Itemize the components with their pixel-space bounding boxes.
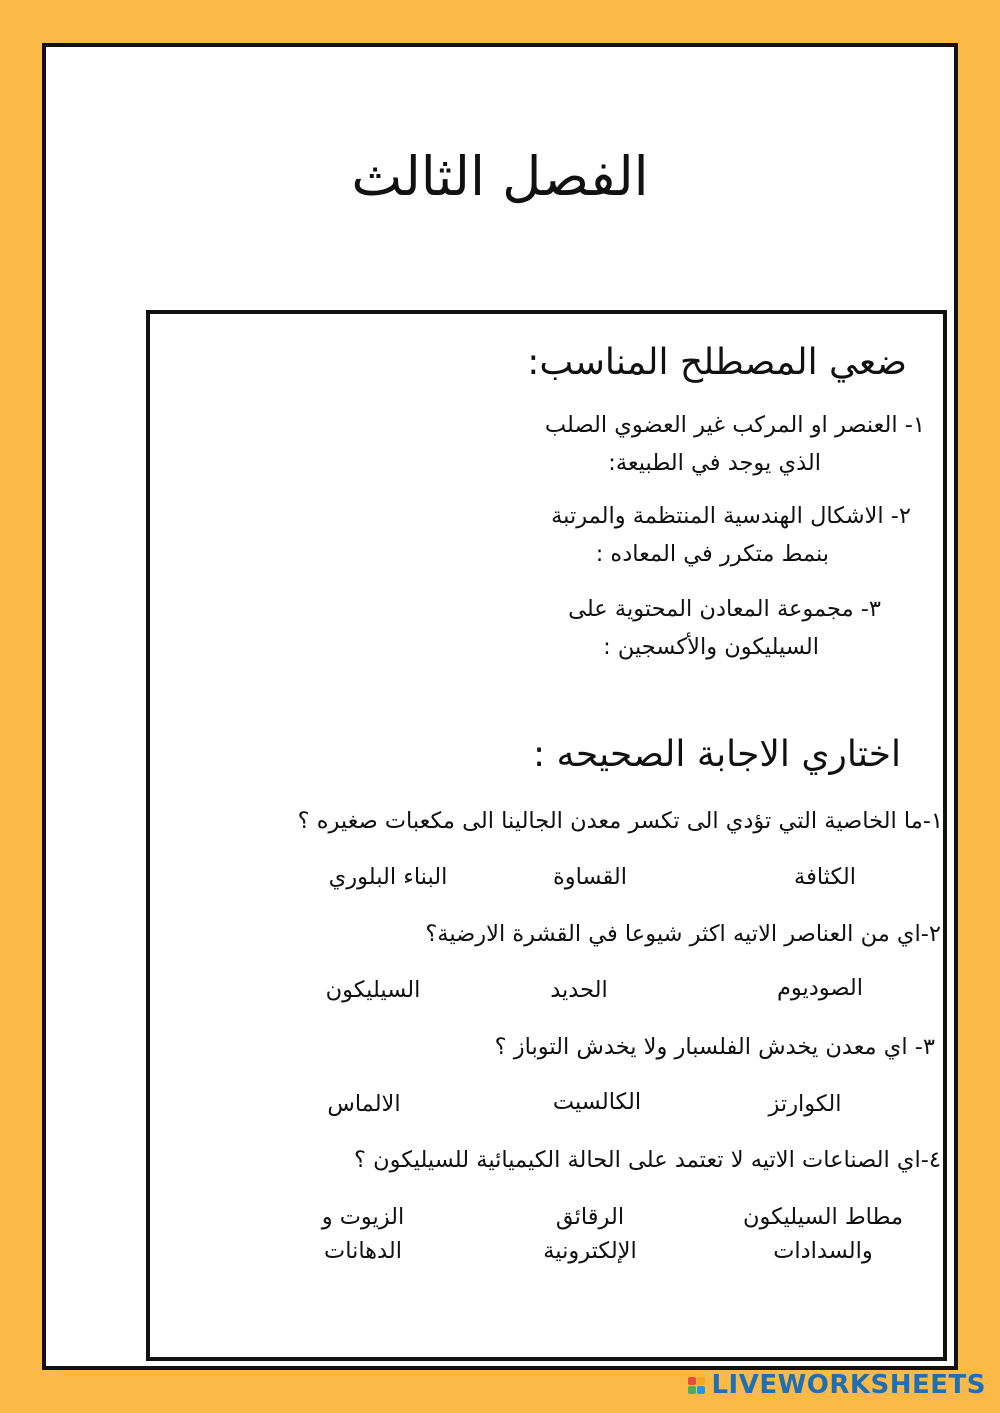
q4-option-1-line1: مطاط السيليكون xyxy=(742,1204,904,1230)
q4-option-2-line1: الرقائق xyxy=(555,1204,625,1230)
q4-option-2[interactable] xyxy=(480,1200,700,1268)
liveworksheets-logo[interactable] xyxy=(688,1365,986,1405)
q2-option-1[interactable]: الصوديوم xyxy=(776,975,864,1001)
q1-option-3[interactable]: البناء البلوري xyxy=(328,864,448,890)
question-4: ٤-اي الصناعات الاتيه لا تعتمد على الحالة الكيميائية للسيليكون ؟ xyxy=(354,1147,941,1173)
questions-box xyxy=(146,310,947,1361)
term-item-3-line2: السيليكون والأكسجين : xyxy=(603,634,819,660)
worksheet-page xyxy=(42,43,958,1370)
logo-text: LIVEWORKSHEETS xyxy=(711,1370,986,1400)
q3-option-1[interactable]: الكوارتز xyxy=(768,1091,842,1117)
q4-option-3[interactable] xyxy=(253,1200,473,1268)
section1-heading: ضعي المصطلح المناسب: xyxy=(527,342,907,383)
section2-heading: اختاري الاجابة الصحيحه : xyxy=(532,734,901,775)
q4-option-1[interactable] xyxy=(713,1200,933,1268)
term-item-1-line2: الذي يوجد في الطبيعة: xyxy=(608,450,821,476)
logo-mark-square-3 xyxy=(688,1386,696,1394)
term-item-3-line1: ٣- مجموعة المعادن المحتوية على xyxy=(568,596,881,622)
term-item-2-line1: ٢- الاشكال الهندسية المنتظمة والمرتبة xyxy=(551,503,911,529)
liveworksheets-logo-icon xyxy=(688,1377,705,1394)
question-1: ١-ما الخاصية التي تؤدي الى تكسر معدن الجالينا الى مكعبات صغيره ؟ xyxy=(297,808,943,834)
logo-mark-square-4 xyxy=(697,1386,705,1394)
logo-mark-square-1 xyxy=(688,1377,696,1385)
q1-option-2[interactable]: القساوة xyxy=(552,864,628,890)
q3-option-2[interactable]: الكالسيت xyxy=(552,1089,642,1115)
q4-option-2-line2: الإلكترونية xyxy=(543,1238,637,1264)
question-2: ٢-اي من العناصر الاتيه اكثر شيوعا في القشرة الارضية؟ xyxy=(425,921,941,947)
worksheet-title: الفصل الثالث xyxy=(351,145,649,208)
q4-option-3-line2: الدهانات xyxy=(324,1238,402,1264)
term-item-2-line2: بنمط متكرر في المعاده : xyxy=(595,541,829,567)
q2-option-3[interactable]: السيليكون xyxy=(325,977,421,1003)
q4-option-1-line2: والسدادات xyxy=(773,1238,873,1264)
term-item-1-line1: ١- العنصر او المركب غير العضوي الصلب xyxy=(544,412,925,438)
q1-option-1[interactable]: الكثافة xyxy=(794,864,856,890)
q3-option-3[interactable]: الالماس xyxy=(327,1091,401,1117)
q4-option-3-line1: الزيوت و xyxy=(321,1204,405,1230)
question-3: ٣- اي معدن يخدش الفلسبار ولا يخدش التوباز ؟ xyxy=(494,1034,935,1060)
q2-option-2[interactable]: الحديد xyxy=(550,977,608,1003)
logo-mark-square-2 xyxy=(697,1377,705,1385)
